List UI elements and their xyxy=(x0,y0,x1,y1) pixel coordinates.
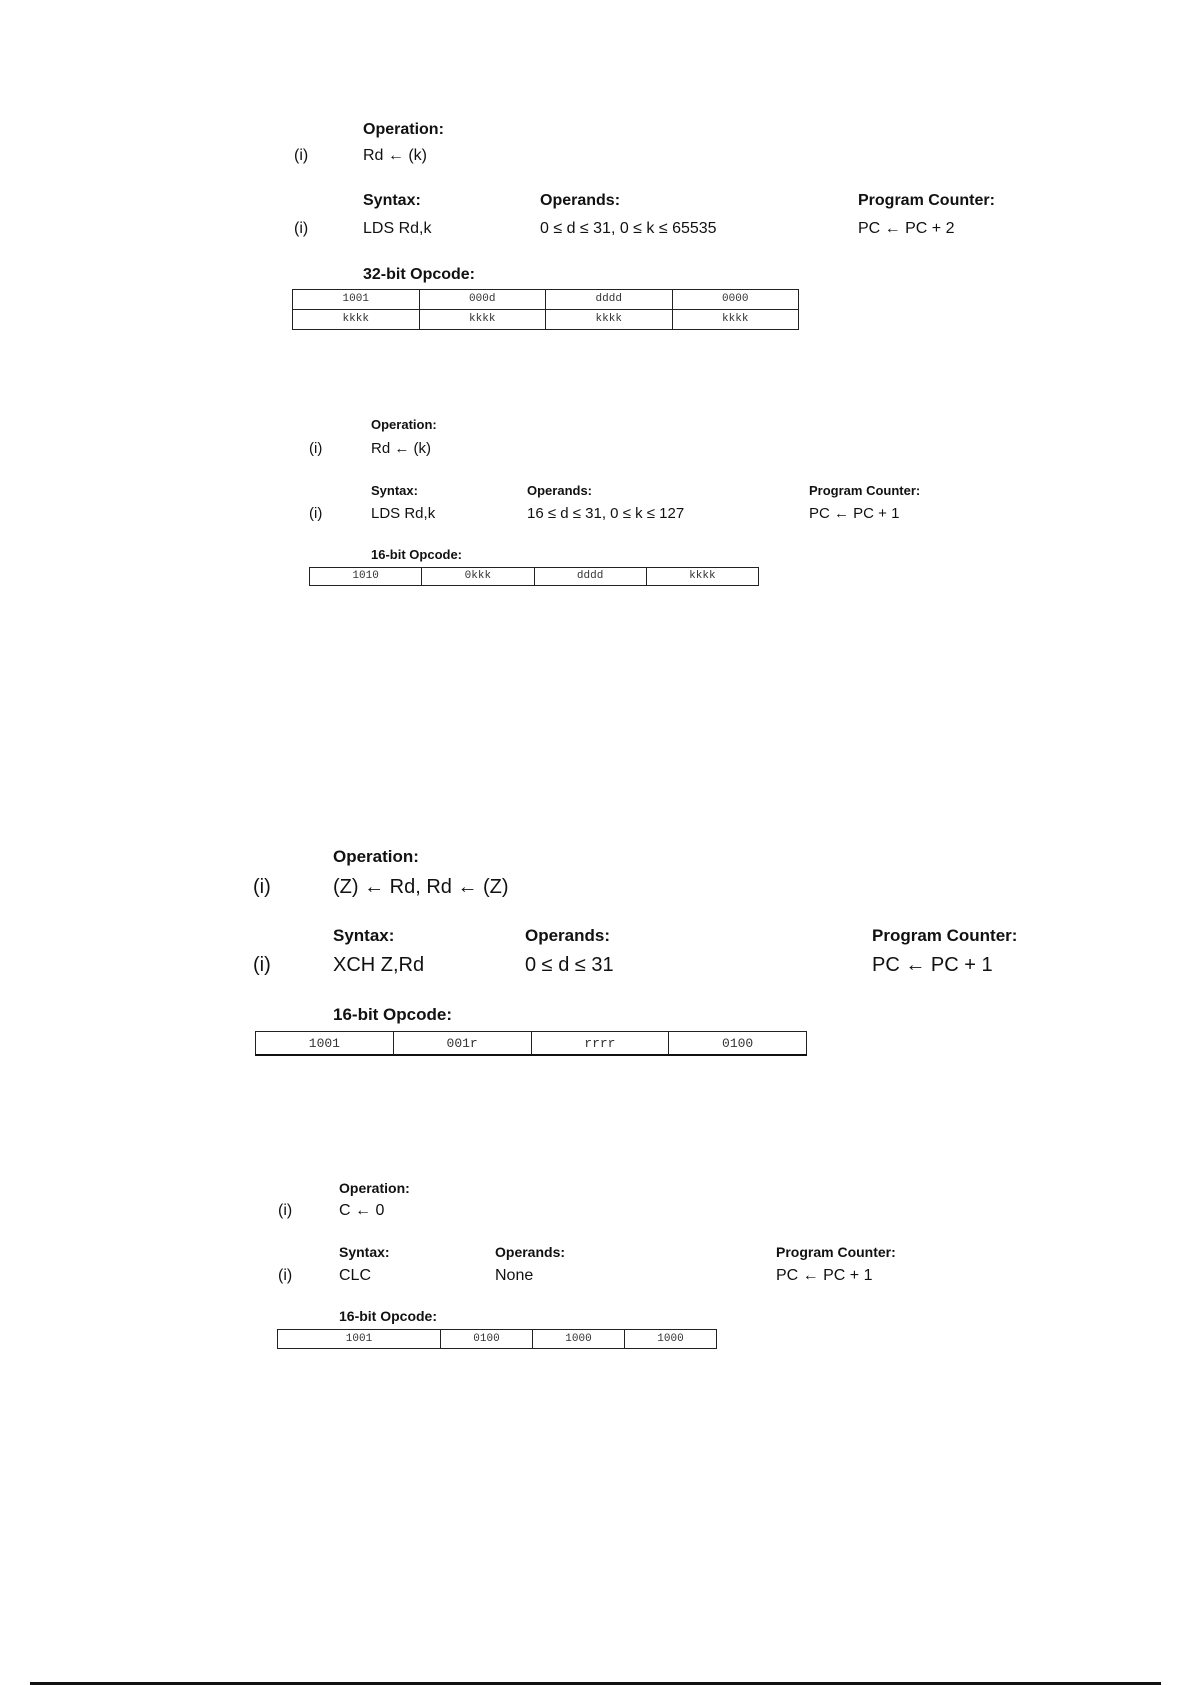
opcode-row xyxy=(278,1330,717,1349)
operands-text: 0 ≤ d ≤ 31 xyxy=(525,954,614,976)
operation-index: (i) xyxy=(253,876,271,898)
opcode-row xyxy=(310,568,759,586)
program-counter-text: PC ← PC + 1 xyxy=(809,505,900,522)
opcode-row xyxy=(293,310,799,330)
operation-text: C ← 0 xyxy=(339,1202,385,1219)
syntax-index: (i) xyxy=(309,505,323,522)
operation-index: (i) xyxy=(278,1202,293,1219)
operation-label: Operation: xyxy=(363,121,444,138)
syntax-label: Syntax: xyxy=(371,483,418,498)
opcode-cell: 0100 xyxy=(441,1330,533,1349)
opcode-cell: 0100 xyxy=(669,1032,807,1056)
opcode-label: 16-bit Opcode: xyxy=(371,547,463,562)
operation-text: Rd ← (k) xyxy=(363,147,427,164)
opcode-cell: 1000 xyxy=(533,1330,625,1349)
syntax-label: Syntax: xyxy=(363,192,421,209)
operation-label: Operation: xyxy=(333,847,419,866)
opcode-table xyxy=(309,567,759,586)
operands-label: Operands: xyxy=(495,1244,566,1260)
opcode-cell: 1001 xyxy=(293,290,420,310)
operands-label: Operands: xyxy=(525,926,611,945)
opcode-cell: kkkk xyxy=(293,310,420,330)
opcode-cell: kkkk xyxy=(646,568,758,586)
syntax-text: LDS Rd,k xyxy=(371,505,436,522)
opcode-cell: dddd xyxy=(546,290,673,310)
syntax-index: (i) xyxy=(253,954,271,976)
operation-index: (i) xyxy=(294,147,309,164)
opcode-cell: 1010 xyxy=(310,568,422,586)
opcode-cell: dddd xyxy=(534,568,646,586)
opcode-table xyxy=(255,1031,807,1056)
opcode-cell: kkkk xyxy=(419,310,546,330)
operation-index: (i) xyxy=(309,440,323,457)
opcode-cell: 1000 xyxy=(625,1330,717,1349)
opcode-cell: 001r xyxy=(393,1032,531,1056)
opcode-cell: rrrr xyxy=(531,1032,669,1056)
program-counter-label: Program Counter: xyxy=(858,192,995,209)
syntax-index: (i) xyxy=(278,1267,293,1284)
syntax-text: CLC xyxy=(339,1267,372,1284)
operation-text: Rd ← (k) xyxy=(371,440,431,457)
opcode-label: 32-bit Opcode: xyxy=(363,266,476,283)
syntax-label: Syntax: xyxy=(339,1244,390,1260)
operands-label: Operands: xyxy=(540,192,621,209)
program-counter-label: Program Counter: xyxy=(776,1244,896,1260)
operands-text: 0 ≤ d ≤ 31, 0 ≤ k ≤ 65535 xyxy=(540,220,717,237)
opcode-label: 16-bit Opcode: xyxy=(339,1308,438,1324)
operands-text: 16 ≤ d ≤ 31, 0 ≤ k ≤ 127 xyxy=(527,505,685,522)
opcode-cell: 1001 xyxy=(256,1032,394,1056)
syntax-text: LDS Rd,k xyxy=(363,220,432,237)
opcode-cell: 0000 xyxy=(672,290,799,310)
operands-label: Operands: xyxy=(527,483,593,498)
opcode-row xyxy=(293,290,799,310)
opcode-row xyxy=(256,1032,807,1056)
opcode-cell: 0kkk xyxy=(422,568,534,586)
syntax-text: XCH Z,Rd xyxy=(333,954,425,976)
operation-text: (Z) ← Rd, Rd ← (Z) xyxy=(333,876,509,898)
syntax-label: Syntax: xyxy=(333,926,395,945)
opcode-cell: kkkk xyxy=(672,310,799,330)
program-counter-text: PC ← PC + 1 xyxy=(872,954,993,976)
opcode-cell: 000d xyxy=(419,290,546,310)
syntax-index: (i) xyxy=(294,220,309,237)
program-counter-text: PC ← PC + 1 xyxy=(776,1267,873,1284)
opcode-table xyxy=(292,289,799,330)
operation-label: Operation: xyxy=(371,417,437,432)
operation-label: Operation: xyxy=(339,1180,410,1196)
opcode-table xyxy=(277,1329,717,1349)
program-counter-label: Program Counter: xyxy=(872,926,1018,945)
opcode-cell: 1001 xyxy=(278,1330,441,1349)
operands-text: None xyxy=(495,1267,534,1284)
opcode-cell: kkkk xyxy=(546,310,673,330)
opcode-label: 16-bit Opcode: xyxy=(333,1005,453,1024)
program-counter-label: Program Counter: xyxy=(809,483,921,498)
program-counter-text: PC ← PC + 2 xyxy=(858,220,955,237)
